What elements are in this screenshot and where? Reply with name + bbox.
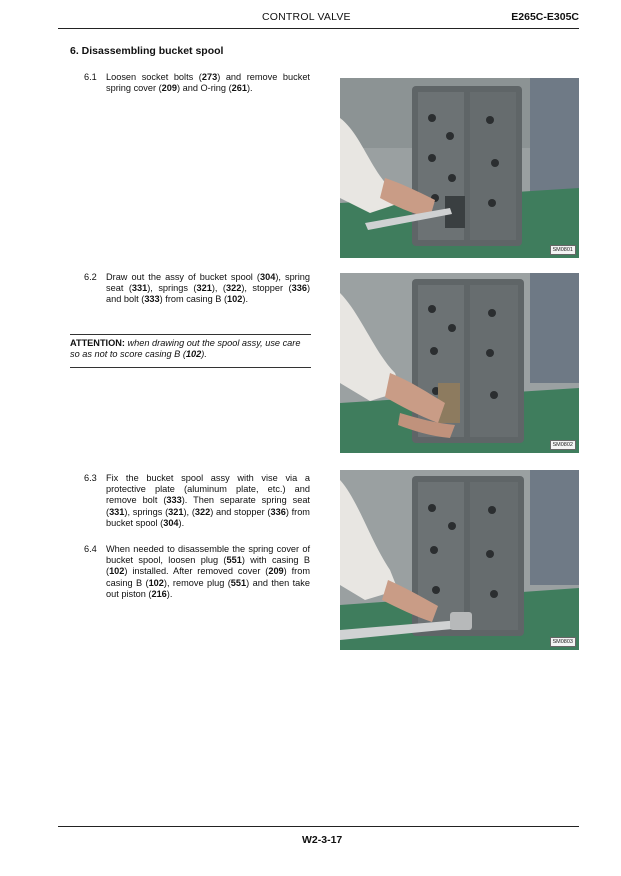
step-6-3: [84, 473, 310, 529]
section-title: 6. Disassembling bucket spool: [70, 45, 224, 57]
photo-code: SM0803: [550, 637, 577, 647]
photo-code: SM0801: [550, 245, 577, 255]
photo-draw-out-spool: [340, 273, 579, 453]
footer-rule: [58, 826, 579, 827]
photo-loosen-bolts: [340, 78, 579, 258]
step-text: Fix the bucket spool assy with vise via a protective plate (aluminum plate, etc.) and remove bolt (333). Then separate spring seat (331), springs (321), (322) and stopper (336) from bucket spool (304).: [106, 473, 310, 528]
attention-note: ATTENTION: when drawing out the spool assy, use care so as not to score casing B (102).: [70, 338, 301, 360]
header-rule: [58, 28, 579, 29]
step-number: 6.4: [84, 544, 97, 554]
photo-loosen-plug: [340, 470, 579, 650]
valve-photo-illustration: [340, 78, 579, 258]
step-number: 6.1: [84, 72, 97, 82]
valve-photo-illustration: [340, 470, 579, 650]
step-number: 6.2: [84, 272, 97, 282]
attention-rule-top: [70, 334, 311, 335]
step-6-1: [84, 72, 310, 94]
step-6-2: [84, 272, 310, 306]
attention-rule-bottom: [70, 367, 311, 368]
photo-code: SM0802: [550, 440, 577, 450]
valve-photo-illustration: [340, 273, 579, 453]
step-text: When needed to disassemble the spring cover of bucket spool, loosen plug (551) with casing B (102) installed. After removed cover (209) from casing B (102), remove plug (551) and then take out piston (216).: [106, 544, 310, 599]
step-text: Loosen socket bolts (273) and remove bucket spring cover (209) and O-ring (261).: [106, 72, 310, 94]
header-title: CONTROL VALVE: [262, 11, 351, 23]
step-number: 6.3: [84, 473, 97, 483]
step-text: Draw out the assy of bucket spool (304), spring seat (331), springs (321), (322), stopper (336) and bolt (333) from casing B (102).: [106, 272, 310, 305]
header-model: E265C-E305C: [511, 11, 579, 23]
page-number: W2-3-17: [302, 834, 343, 846]
step-6-4: [84, 544, 310, 600]
